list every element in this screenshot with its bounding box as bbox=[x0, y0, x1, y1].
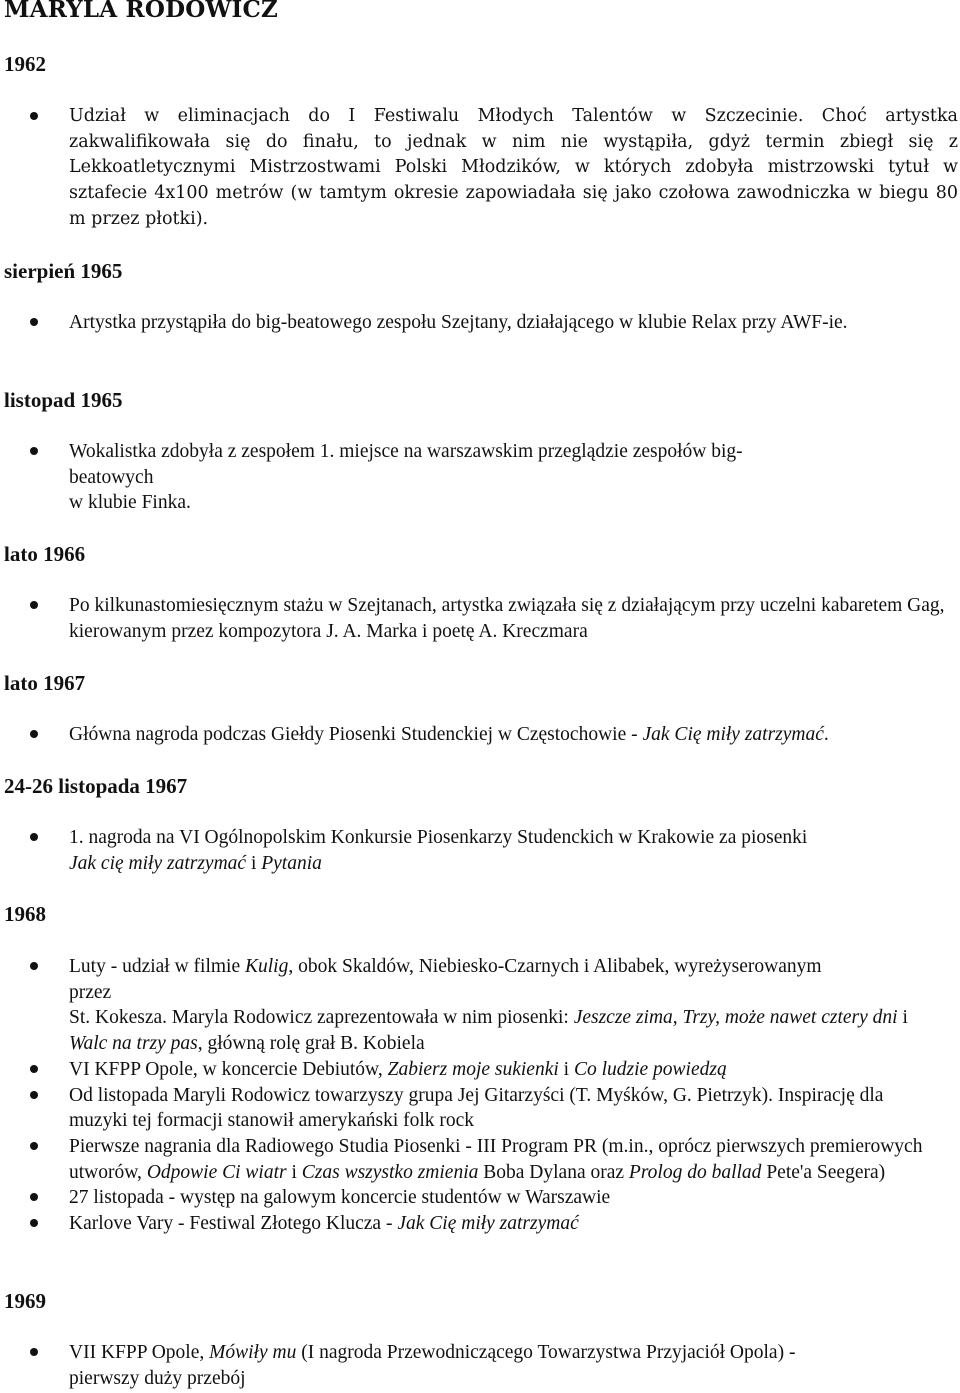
list-item-text: Udział w eliminacjach do I Festiwalu Młodych Talentów w Szczecinie. Choć artystka zakwalifikowała się do finału, to jednak w nim nie wystąpiła, gdyż termin zbiegł się z Lekkoatletycznymi Mistrzostwami Polski Młodzików, w których zdobyła mistrzowski tytuł w sztafecie 4x100 metrów (w tamtym okresie zapowiadała się jako czołowa zawodniczka w biegu 80 m przez płotki). bbox=[69, 106, 958, 229]
list-item bbox=[0, 1211, 960, 1237]
section-heading-24-26-listopada-1967: 24-26 listopada 1967 bbox=[4, 774, 188, 798]
list-item bbox=[0, 1185, 960, 1211]
text-run: St. Kokesza. Maryla Rodowicz zaprezentowała w nim piosenki: bbox=[69, 1007, 574, 1029]
list-item bbox=[0, 825, 960, 876]
text-run: Karlove Vary - Festiwal Złotego Klucza - bbox=[69, 1213, 398, 1235]
section-heading-1969: 1969 bbox=[4, 1289, 46, 1313]
text-run: Boba Dylana oraz bbox=[478, 1161, 629, 1183]
song-title: Jak Cię miły zatrzymać bbox=[397, 1213, 579, 1235]
text-run: Główna nagroda podczas Giełdy Piosenki Studenckiej w Częstochowie - bbox=[69, 724, 643, 745]
list-item bbox=[0, 1057, 960, 1083]
text-run: i bbox=[286, 1161, 302, 1183]
film-title: Kulig bbox=[245, 956, 289, 977]
text-run: Pierwsze nagrania dla Radiowego Studia Piosenki - III Program PR (m.in., oprócz pierwszych premierowych utworów, bbox=[69, 1135, 923, 1183]
section-heading-lato-1967: lato 1967 bbox=[4, 671, 86, 695]
text-run: , główną rolę grał B. Kobiela bbox=[197, 1033, 425, 1055]
list-item-line: w klubie Finka. bbox=[69, 492, 191, 514]
list-item-line bbox=[69, 851, 960, 877]
list-item bbox=[0, 104, 958, 233]
song-title: Czas wszystko zmienia bbox=[301, 1161, 479, 1183]
list-item-line: Wokalistka zdobyła z zespołem 1. miejsce na warszawskim przeglądzie zespołów big- bbox=[69, 441, 743, 462]
bullet-icon bbox=[30, 730, 38, 738]
bullet-icon bbox=[30, 112, 38, 120]
list-item-line bbox=[69, 954, 960, 980]
list-item-line: beatowych bbox=[69, 466, 154, 488]
list-item bbox=[0, 954, 960, 1057]
section-list-1968 bbox=[0, 954, 960, 1237]
list-item-text bbox=[69, 1057, 960, 1083]
bullet-icon bbox=[30, 962, 38, 970]
list-item-text bbox=[69, 1211, 960, 1237]
text-run: i bbox=[246, 852, 262, 874]
list-item bbox=[0, 439, 949, 516]
song-title: Zabierz moje sukienki bbox=[387, 1058, 559, 1080]
section-list-1969 bbox=[0, 1340, 960, 1391]
text-run: (I nagroda Przewodniczącego Towarzystwa Przyjaciół Opola) - bbox=[296, 1342, 796, 1363]
list-item-line: pierwszy duży przebój bbox=[69, 1367, 246, 1389]
list-item-text: Artystka przystąpiła do big-beatowego zespołu Szejtany, działającego w klubie Relax przy AWF-ie. bbox=[69, 312, 848, 333]
section-list-sierpien-1965 bbox=[0, 310, 949, 336]
text-run: , obok Skaldów, Niebiesko-Czarnych i Alibabek, wyreżyserowanym bbox=[288, 956, 822, 977]
section-heading-1962: 1962 bbox=[4, 52, 46, 76]
text-run: Pete'a Seegera) bbox=[761, 1161, 886, 1183]
bullet-icon bbox=[30, 601, 38, 609]
song-title: Odpowie Ci wiatr bbox=[146, 1161, 287, 1183]
list-item-text: 27 listopada - występ na galowym koncercie studentów w Warszawie bbox=[69, 1187, 611, 1209]
section-heading-1968: 1968 bbox=[4, 902, 46, 926]
bullet-icon bbox=[30, 1065, 38, 1073]
list-item-line: 1. nagroda na VI Ogólnopolskim Konkursie Piosenkarzy Studenckich w Krakowie za piosenki bbox=[69, 827, 808, 848]
text-run: i bbox=[897, 1007, 908, 1029]
list-item-text bbox=[69, 1005, 949, 1056]
song-title: Walc na trzy pas bbox=[69, 1033, 198, 1055]
song-title: Prolog do ballad bbox=[628, 1161, 762, 1183]
section-list-1962 bbox=[0, 104, 960, 233]
song-title: Mówiły mu bbox=[209, 1342, 297, 1363]
list-item-text: Po kilkunastomiesięcznym stażu w Szejtanach, artystka związała się z działającym przy uczelni kabaretem Gag, kierowanym przez kompozytora J. A. Marka i poetę A. Kreczmara bbox=[69, 595, 945, 642]
section-heading-listopad-1965: listopad 1965 bbox=[4, 388, 123, 412]
section-list-lato-1967 bbox=[0, 722, 960, 748]
list-item bbox=[0, 1340, 960, 1391]
text-run: . bbox=[823, 724, 829, 745]
section-list-24-26-listopada-1967 bbox=[0, 825, 960, 876]
text-run: VII KFPP Opole, bbox=[69, 1342, 210, 1363]
bullet-icon bbox=[30, 1091, 38, 1099]
section-list-listopad-1965 bbox=[0, 439, 949, 516]
bullet-icon bbox=[30, 1142, 38, 1150]
page-title: MARYLA RODOWICZ bbox=[4, 0, 278, 23]
bullet-icon bbox=[30, 1219, 38, 1227]
song-title: Co ludzie powiedzą bbox=[573, 1058, 727, 1080]
text-run: Luty - udział w filmie bbox=[69, 956, 245, 977]
list-item-line bbox=[69, 1340, 960, 1366]
section-heading-lato-1966: lato 1966 bbox=[4, 542, 86, 566]
song-title: Jeszcze zima bbox=[573, 1007, 673, 1029]
list-item-text: Od listopada Maryli Rodowicz towarzyszy grupa Jej Gitarzyści (T. Myśków, G. Pietrzyk). Inspirację dla muzyki tej formacji stanowił amerykański folk rock bbox=[69, 1084, 884, 1132]
bullet-icon bbox=[30, 1348, 38, 1356]
list-item bbox=[0, 310, 949, 336]
list-item bbox=[0, 722, 960, 748]
text-run: VI KFPP Opole, w koncercie Debiutów, bbox=[69, 1058, 388, 1080]
list-item bbox=[0, 1134, 960, 1185]
section-heading-sierpien-1965: sierpień 1965 bbox=[4, 259, 123, 283]
song-title: Jak cię miły zatrzymać bbox=[69, 852, 247, 874]
section-list-lato-1966 bbox=[0, 593, 959, 644]
song-title: Jak Cię miły zatrzymać bbox=[642, 724, 824, 745]
list-item-text bbox=[69, 1134, 960, 1185]
bullet-icon bbox=[30, 833, 38, 841]
song-title: Trzy, może nawet cztery dni bbox=[682, 1007, 898, 1029]
list-item bbox=[0, 593, 959, 644]
text-run: , bbox=[672, 1007, 683, 1029]
list-item-text bbox=[69, 722, 960, 748]
list-item bbox=[0, 1083, 960, 1134]
bullet-icon bbox=[30, 318, 38, 326]
song-title: Pytania bbox=[261, 852, 322, 874]
bullet-icon bbox=[30, 447, 38, 455]
bullet-icon bbox=[30, 1193, 38, 1201]
text-run: i bbox=[558, 1058, 574, 1080]
list-item-line: przez bbox=[69, 981, 112, 1003]
